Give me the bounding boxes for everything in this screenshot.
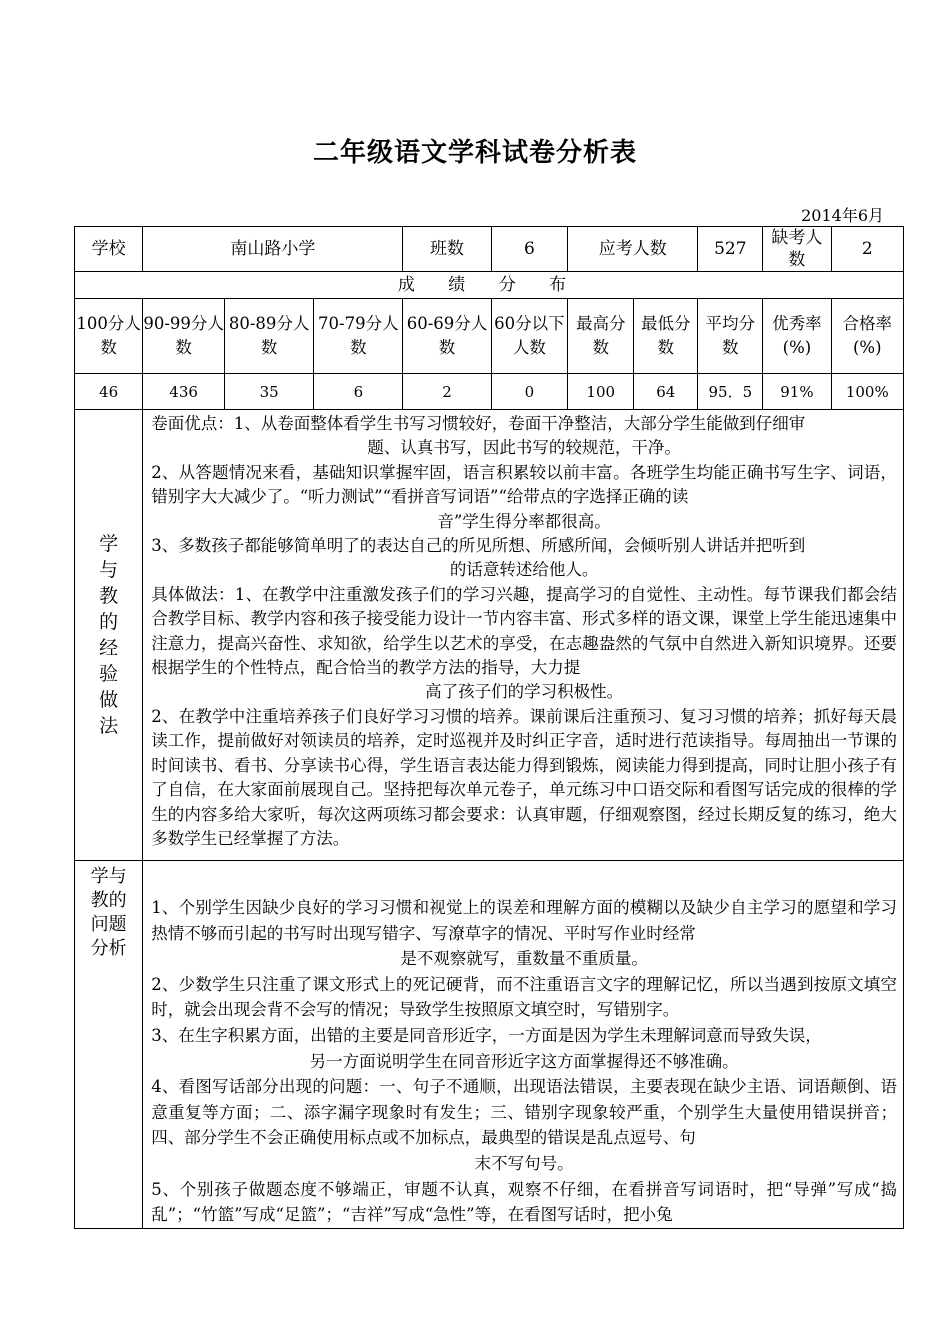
value-cell: 100% xyxy=(831,374,903,410)
school-value: 南山路小学 xyxy=(143,227,403,272)
problems-paragraph: 末不写句号。 xyxy=(474,1153,574,1173)
header-cell: 最高分数 xyxy=(568,299,634,374)
experience-content xyxy=(143,410,904,861)
experience-label xyxy=(75,410,143,861)
experience-paragraph: 题、认真书写，因此书写的较规范，干净。 xyxy=(367,438,681,458)
header-cell: 平均分数 xyxy=(698,299,763,374)
problems-label-text: 学与教的问题分析 xyxy=(90,866,127,959)
value-cell: 6 xyxy=(314,374,403,410)
problems-paragraph: 2、少数学生只注重了课文形式上的死记硬背，而不注重语言文字的理解记忆，所以当遇到按原文填空时，就会出现会背不会写的情况；导致学生按照原文填空时，写错别字。 xyxy=(151,974,897,1020)
experience-paragraph: 2、从答题情况来看，基础知识掌握牢固，语言积累较以前丰富。各班学生均能正确书写生字、词语，错别字大大减少了。“听力测试”“看拼音写词语”“给带点的字选择正确的读 xyxy=(151,462,897,507)
value-cell: 64 xyxy=(634,374,698,410)
expected-value: 527 xyxy=(698,227,763,272)
value-cell: 2 xyxy=(403,374,491,410)
values-row xyxy=(75,374,904,410)
header-cell: 80-89分人数 xyxy=(225,299,314,374)
problems-paragraph: 1、个别学生因缺少良好的学习习惯和视觉上的误差和理解方面的模糊以及缺少自主学习的愿望和学习热情不够而引起的书写时出现写错字、写潦草字的情况、平时写作业时经常 xyxy=(151,898,897,943)
experience-paragraph: 的话意转述给他人。 xyxy=(449,560,599,580)
experience-label-text: 学与教的经验做法 xyxy=(99,533,119,737)
problems-paragraph: 另一方面说明学生在同音形近字这方面掌握得还不够准确。 xyxy=(309,1051,739,1071)
info-row xyxy=(75,227,904,272)
problems-paragraph: 5、个别孩子做题态度不够端正，审题不认真，观察不仔细，在看拼音写词语时，把“导弹”写成“捣乱”；“竹篮”写成“足篮”；“吉祥”写成“急性”等，在看图写话时，把小兔 xyxy=(151,1179,897,1225)
value-cell: 436 xyxy=(143,374,225,410)
school-label: 学校 xyxy=(75,227,143,272)
header-cell: 最低分数 xyxy=(634,299,698,374)
value-cell: 100 xyxy=(568,374,634,410)
absent-label: 缺考人数 xyxy=(763,227,831,272)
header-cell: 合格率(%) xyxy=(831,299,903,374)
experience-paragraph: 具体做法：1、在教学中注重激发孩子们的学习兴趣，提高学习的自觉性、主动性。每节课我们都会结合教学目标、教学内容和孩子接受能力设计一节内容丰富、形式多样的语文课，课堂上学生能迅速集中注意力，提高兴奋性、求知欲，给学生以艺术的享受，在志趣盎然的气氛中自然进入新知识境界。还要根据学生的个性特点，配合恰当的教学方法的指导，大力提 xyxy=(151,584,897,678)
problems-paragraph: 3、在生字积累方面，出错的主要是同音形近字，一方面是因为学生未理解词意而导致失误， xyxy=(151,1025,822,1045)
page-title: 二年级语文学科试卷分析表 xyxy=(312,138,637,168)
header-cell: 优秀率(%) xyxy=(763,299,831,374)
problems-paragraph: 是不观察就写，重数量不重质量。 xyxy=(400,949,648,969)
value-cell: 91% xyxy=(763,374,831,410)
experience-paragraph: 2、在教学中注重培养孩子们良好学习习惯的培养。课前课后注重预习、复习习惯的培养；抓好每天晨读工作，提前做好对领读员的培养，定时巡视并及时纠正字音，适时进行范读指导。每周抽出一节课的时间读书、看书、分享读书心得，学生语言表达能力得到锻炼，阅读能力得到提高，同时让胆小孩子有了自信，在大家面前展现自己。坚持把每次单元卷子，单元练习中口语交际和看图写话完成的很棒的学生的内容多给大家听，每次这两项练习都会要求：认真审题，仔细观察图，经过长期反复的练习，绝大多数学生已经掌握了方法。 xyxy=(151,706,897,848)
value-cell: 0 xyxy=(491,374,568,410)
value-cell: 95．5 xyxy=(698,374,763,410)
header-cell: 100分人数 xyxy=(75,299,143,374)
class-label: 班数 xyxy=(403,227,491,272)
analysis-table xyxy=(74,226,904,1229)
header-cell: 60分以下人数 xyxy=(491,299,568,374)
distribution-heading: 成 绩 分 布 xyxy=(75,272,904,299)
header-cell: 90-99分人数 xyxy=(143,299,225,374)
experience-paragraph: 卷面优点：1、从卷面整体看学生书写习惯较好，卷面干净整洁，大部分学生能做到仔细审 xyxy=(151,414,806,433)
header-cell: 70-79分人数 xyxy=(314,299,403,374)
expected-label: 应考人数 xyxy=(568,227,698,272)
value-cell: 35 xyxy=(225,374,314,410)
problems-label xyxy=(75,861,143,1229)
class-value: 6 xyxy=(491,227,568,272)
experience-paragraph: 3、多数孩子都能够简单明了的表达自己的所见所想、所感所闻，会倾听别人讲话并把听到 xyxy=(151,536,806,556)
absent-value: 2 xyxy=(831,227,903,272)
problems-paragraph: 4、看图写话部分出现的问题：一、句子不通顺，出现语法错误，主要表现在缺少主语、词语颠倒、语意重复等方面；二、添字漏字现象时有发生；三、错别字现象较严重，个别学生大量使用错误拼音；四、部分学生不会正确使用标点或不加标点，最典型的错误是乱点逗号、句 xyxy=(151,1077,897,1148)
experience-paragraph: 高了孩子们的学习积极性。 xyxy=(425,682,624,702)
problems-content xyxy=(143,861,904,1229)
problems-row xyxy=(75,861,904,1229)
experience-row xyxy=(75,410,904,861)
report-date: 2014年6月 xyxy=(801,206,884,225)
distribution-heading-row xyxy=(75,272,904,299)
header-cell: 60-69分人数 xyxy=(403,299,491,374)
experience-paragraph: 音”学生得分率都很高。 xyxy=(437,511,611,531)
header-row xyxy=(75,299,904,374)
value-cell: 46 xyxy=(75,374,143,410)
